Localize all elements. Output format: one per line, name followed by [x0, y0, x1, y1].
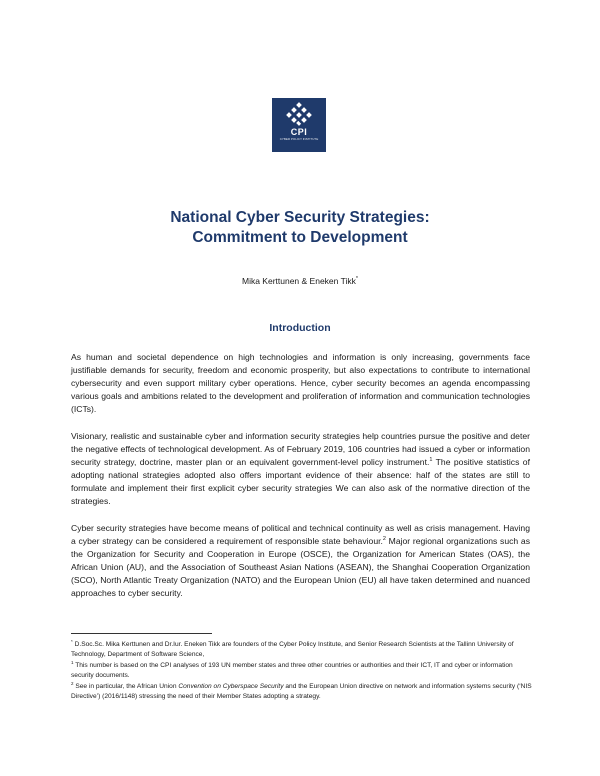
cpi-logo: [272, 98, 326, 152]
logo-subtitle: CYBER POLICY INSTITUTE: [279, 137, 319, 141]
page-title: [0, 208, 600, 248]
footnote-title: Convention on Cyberspace Security: [178, 683, 284, 691]
footnote-ref-1: 1: [429, 456, 433, 463]
section-heading-introduction: Introduction: [269, 322, 331, 334]
paragraph-3-text-a: Cyber security strategies have become means of political and technical continuity as well as crisis management. Having a cyber strategy can be considered a requirement of responsible state behaviour.: [71, 523, 530, 546]
footnote-text-end: and the European Union directive on network and information systems security (‘NIS Directive’) (2016/1148) stressing the need of their Member States adopting a strategy.: [71, 683, 532, 700]
author-footnote-mark: *: [355, 276, 358, 283]
intro-paragraph-1: As human and societal dependence on high technologies and information is only increasing, governments face justifiable demands for security, freedom and economic prosperity, but also expectations to contribute to international cybersecurity and even support military cyber operations. Hence, cyber security becomes an agenda encompassing various goals and ambitions related to the development and proliferation of information and communication technologies (ICTs).: [71, 352, 530, 414]
intro-paragraph-2: [71, 430, 530, 507]
title-line-2: Commitment to Development: [192, 229, 408, 246]
paragraph-2-text-a: Visionary, realistic and sustainable cyber and information security strategies help countries pursue the positive and deter the negative effects of technological development. As of February 2019, 106 countries had issued a cyber or information security strategy, doctrine, master plan or an equivalent government-level policy instrument.: [71, 431, 530, 467]
cpi-logo-mark-icon: [272, 98, 326, 152]
logo-abbreviation: CPI: [290, 127, 308, 137]
footnote-mark: *: [71, 638, 73, 644]
footnote-mark: 1: [71, 659, 74, 665]
footnote-1: [71, 661, 533, 681]
footnote-text: D.Soc.Sc. Mika Kerttunen and Dr.Iur. Eneken Tikk are founders of the Cyber Policy Institute, and Senior Research Scientists at the Tallinn University of Technology, Department of Software Science,: [71, 641, 514, 658]
footnote-text: This number is based on the CPI analyses of 193 UN member states and three other countries or authorities and their ICT, IT and cyber or information security documents.: [71, 662, 513, 679]
footnotes: [71, 640, 533, 703]
footnote-2: [71, 682, 533, 702]
footnote-author: [71, 640, 533, 660]
footnote-ref-2: 2: [382, 536, 386, 543]
footnote-mark: 2: [71, 681, 74, 686]
paragraph-3-text-b: Major regional organizations such as the Organization for Security and Cooperation in Europe (OSCE), the Organization for American States (OAS), the African Union (AU), and the Association of Southeast Asian Nations (ASEAN), the Shanghai Cooperation Organization (SCO), North Atlantic Treaty Organization (NATO) and the European Union (EU) all have taken determined and nuanced approaches to cyber security.: [71, 535, 530, 598]
author-names: Mika Kerttunen & Eneken Tikk: [241, 276, 356, 286]
footnote-divider: [71, 633, 212, 634]
author-line: [0, 276, 600, 286]
intro-paragraph-3: [71, 522, 530, 599]
title-line-1: National Cyber Security Strategies:: [170, 209, 430, 226]
footnote-text: See in particular, the African Union: [73, 683, 179, 691]
paragraph-2-text-b: The positive statistics of adopting national strategies adopted also offers important evidence of their absence: half of the states are still to formulate and implement their first explicit cyber security strategies We can also ask of the normative direction of the strategies.: [71, 456, 530, 506]
